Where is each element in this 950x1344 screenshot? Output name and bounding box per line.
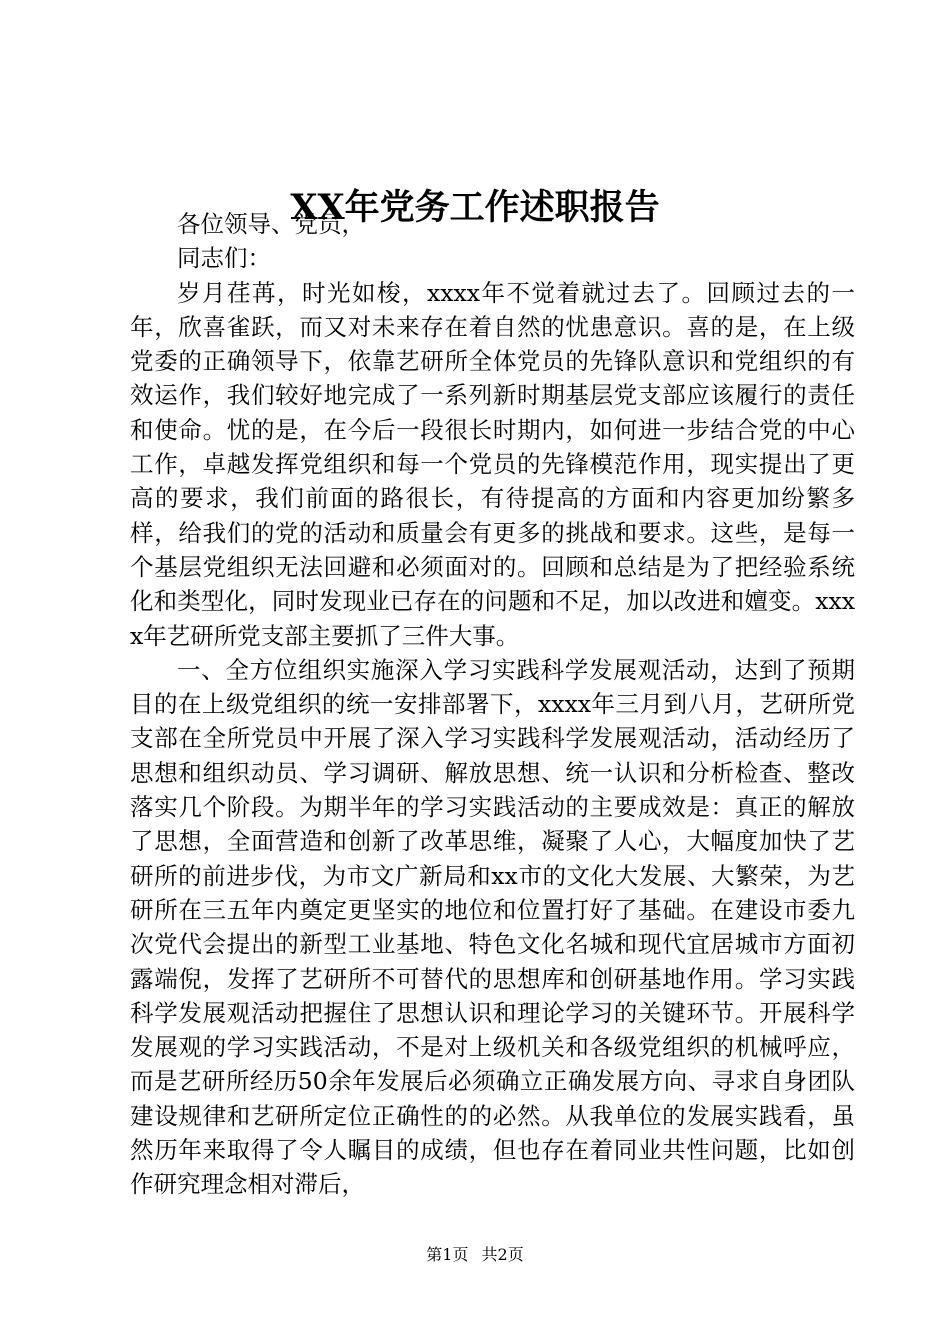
salutation-line: 同志们： — [177, 244, 271, 273]
body-paragraph: 岁月荏苒，时光如梭，xxxx年不觉着就过去了。回顾过去的一年，欣喜雀跃，而又对未来存在着自然的忧患意识。喜的是，在上级党委的正确领导下，依靠艺研所全体党员的先锋队意识和党组织的有效运作，我们较好地完成了一系列新时期基层党支部应该履行的责任和使命。忧的是，在今后一段很长时期内，如何进一步结合党的中心工作，卓越发挥党组织和每一个党员的先锋模范作用，现实提出了更高的要求，我们前面的路很长，有待提高的方面和内容更加纷繁多样，给我们的党的活动和质量会有更多的挑战和要求。这些，是每一个基层党组织无法回避和必须面对的。回顾和总结是为了把经验系统化和类型化，同时发现业已存在的问题和不足，加以改进和嬗变。xxxx年艺研所党支部主要抓了三件大事。 — [130, 278, 855, 650]
salutation-line: 各位领导、党员， — [177, 210, 365, 238]
document-body — [130, 207, 855, 1202]
page-total: 共2页 — [481, 1245, 524, 1264]
page-number: 第1页 — [426, 1245, 469, 1264]
body-paragraph: 一、全方位组织实施深入学习实践科学发展观活动，达到了预期目的在上级党组织的统一安排部署下，xxxx年三月到八月，艺研所党支部在全所党员中开展了深入学习实践科学发展观活动，活动经历了思想和组织动员、学习调研、解放思想、统一认识和分析检查、整改落实几个阶段。为期半年的学习实践活动的主要成效是：真正的解放了思想，全面营造和创新了改革思维，凝聚了人心，大幅度加快了艺研所的前进步伐，为市文广新局和xx市的文化大发展、大繁荣，为艺研所在三五年内奠定更坚实的地位和位置打好了基础。在建设市委九次党代会提出的新型工业基地、特色文化名城和现代宜居城市方面初露端倪，发挥了艺研所不可替代的思想库和创研基地作用。学习实践科学发展观活动把握住了思想认识和理论学习的关键环节。开展科学发展观的学习实践活动，不是对上级机关和各级党组织的机械呼应，而是艺研所经历50余年发展后必须确立正确发展方向、寻求自身团队建设规律和艺研所定位正确性的的必然。从我单位的发展实践看，虽然历年来取得了令人瞩目的成绩，但也存在着同业共性问题，比如创作研究理念相对滞后， — [130, 655, 855, 1199]
document-title: XX年党务工作述职报告 — [290, 187, 660, 228]
page-footer — [0, 1244, 950, 1266]
